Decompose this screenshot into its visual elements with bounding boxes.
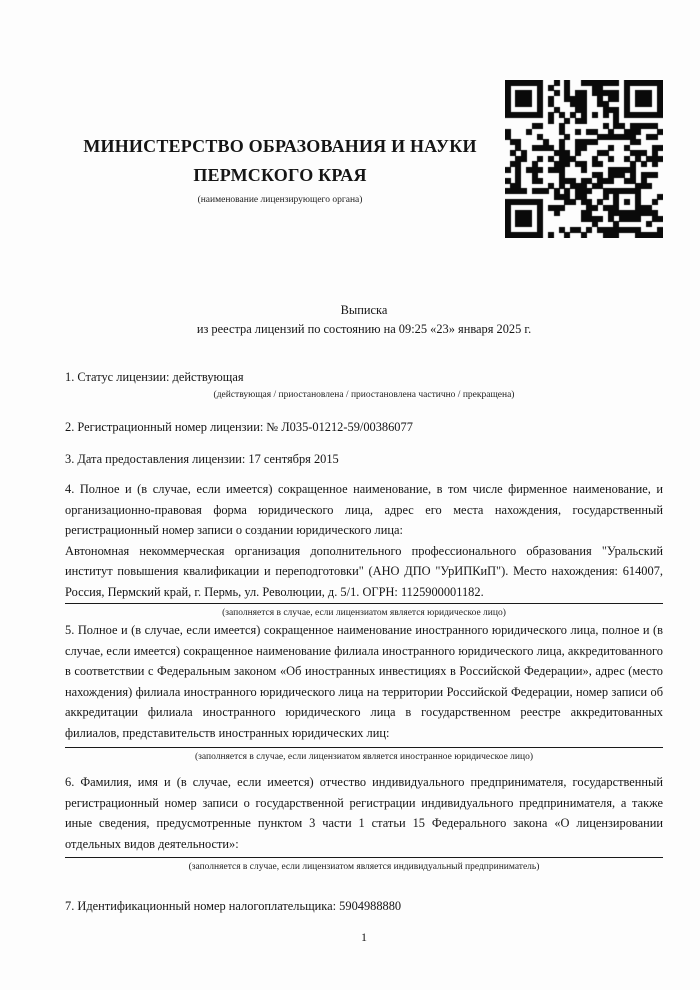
authority-name-caption: (наименование лицензирующего органа) bbox=[197, 195, 363, 205]
foreign-entity-section bbox=[65, 620, 663, 764]
page-number: 1 bbox=[361, 930, 367, 944]
taxpayer-number-line: 7. Идентификационный номер налогоплательщика: 5904988880 bbox=[65, 899, 402, 913]
grant-date-line: 3. Дата предоставления лицензии: 17 сентября 2015 bbox=[65, 452, 339, 466]
individual-entrepreneur-caption: (заполняется в случае, если лицензиатом является индивидуальный предприниматель) bbox=[188, 862, 540, 873]
qr-code-icon bbox=[505, 80, 663, 238]
individual-entrepreneur-blank-field bbox=[65, 857, 663, 858]
legal-entity-section bbox=[65, 479, 663, 620]
document-title-line1: Выписка bbox=[340, 303, 388, 317]
license-status-section bbox=[65, 369, 663, 402]
ministry-name-line2: ПЕРМСКОГО КРАЯ bbox=[193, 165, 367, 185]
legal-entity-caption: (заполняется в случае, если лицензиатом является юридическое лицо) bbox=[222, 607, 506, 618]
legal-entity-statement: 4. Полное и (в случае, если имеется) сокращенное наименование, в том числе фирменное наименование, и организационно-правовая форма юридического лица, адрес его места нахождения, государственный регистрационный номер записи о создании юридического лица: bbox=[65, 482, 663, 538]
individual-entrepreneur-section bbox=[65, 772, 663, 874]
license-status-caption: (действующая / приостановлена / приостановлена частично / прекращена) bbox=[213, 390, 515, 400]
licensing-authority-header bbox=[60, 132, 500, 206]
foreign-entity-caption: (заполняется в случае, если лицензиатом является иностранное юридическое лицо) bbox=[195, 751, 533, 762]
foreign-entity-statement: 5. Полное и (в случае, если имеется) сокращенное наименование иностранного юридического лица, полное и (в случае, если имеется) сокращенное наименование филиала иностранного юридического лица, аккредитованного в соответствии с Федеральным законом «Об иностранных инвестициях в Российской Федерации», адрес (место нахождения) филиала иностранного юридического лица на территории Российской Федерации, номер записи об аккредитации филиала иностранного юридического лица в государственном реестре аккредитованных филиалов, представительств иностранных юридических лиц: bbox=[65, 623, 663, 740]
document-title bbox=[65, 301, 663, 338]
legal-entity-value: Автономная некоммерческая организация дополнительного профессионального образования "Уральский институт повышения квалификации и переподготовки" (АНО ДПО "УрИПКиП"). Место нахождения: 614007, Россия, Пермский край, г. Пермь, ул. Революции, д. 5/1. ОГРН: 1125900001182. bbox=[65, 541, 663, 604]
registration-number-line: 2. Регистрационный номер лицензии: № Л035-01212-59/00386077 bbox=[65, 420, 413, 434]
license-status-line: 1. Статус лицензии: действующая bbox=[65, 370, 244, 384]
individual-entrepreneur-statement: 6. Фамилия, имя и (в случае, если имеется) отчество индивидуального предпринимателя, государственный регистрационный номер записи о государственной регистрации индивидуального предпринимателя, а также иные сведения, предусмотренные пунктом 3 части 1 статьи 15 Федерального закона «О лицензировании отдельных видов деятельности»: bbox=[65, 775, 663, 851]
document-title-line2: из реестра лицензий по состоянию на 09:25 «23» января 2025 г. bbox=[196, 321, 532, 336]
foreign-entity-blank-field bbox=[65, 747, 663, 748]
ministry-name-line1: МИНИСТЕРСТВО ОБРАЗОВАНИЯ И НАУКИ bbox=[83, 136, 477, 156]
